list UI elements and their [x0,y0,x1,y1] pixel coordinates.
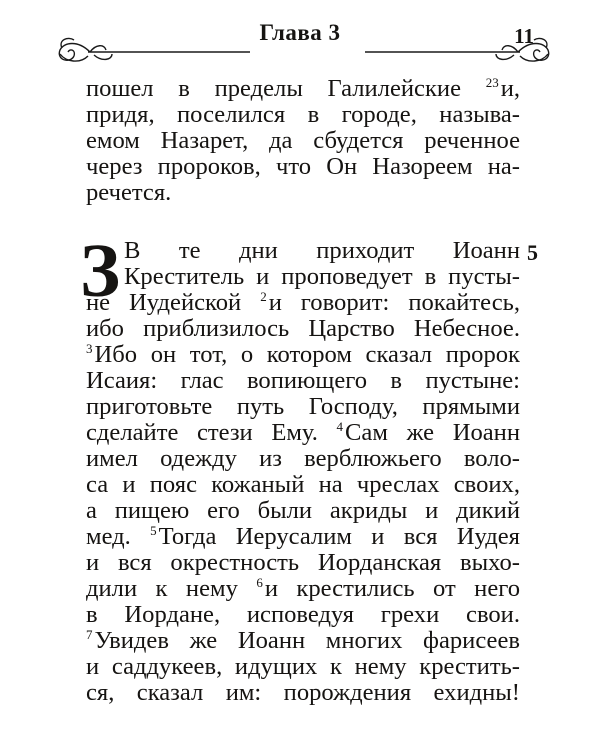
verse-number: 23 [485,75,499,90]
drop-cap: З [80,229,121,313]
verse-number: 3 [86,341,93,356]
text-line: придя, поселился в городе, называ- [86,101,520,128]
text-line: мед. $^5$Тогда Иерусалим и вся Иудея [86,523,520,550]
text-line: речется. [86,179,172,206]
verse-number: 2 [260,289,267,304]
chapter-title: Глава 3 [259,20,341,45]
text-line: и вся окрестность Иорданская выхо- [86,549,520,576]
text-line: ся, сказал им: порождения ехидны! [86,679,520,706]
margin-verse-number: 5 [527,240,538,265]
verse-number: 5 [150,523,157,538]
text-line: в Иордане, исповедуя грехи свои. [86,601,520,628]
text-line: а пищею его были акриды и дикий [86,497,520,524]
text-line: через пророков, что Он Назореем на- [86,153,520,180]
text-line: приготовьте путь Господу, прямыми [86,393,520,420]
text-line: имел одежду из верблюжьего воло- [86,445,520,472]
text-line: са и пояс кожаный на чреслах своих, [86,471,520,498]
text-line: емом Назарет, да сбудется реченное [86,127,520,154]
page-number: 11 [514,24,534,48]
text-line: сделайте стези Ему. $^4$Сам же Иоанн [86,419,520,446]
text-line: В те дни приходит Иоанн [124,237,520,264]
text-line: $^3$Ибо он тот, о котором сказал пророк [86,341,520,368]
text-line: не Иудейской $^2$и говорит: покайтесь, [86,289,520,316]
text-line: и саддукеев, идущих к нему крестить- [86,653,520,680]
text-line: дили к нему $^6$и крестились от него [86,575,521,602]
text-line: Исаия: глас вопиющего в пустыне: [86,367,520,394]
text-line: $^7$Увидев же Иоанн многих фарисеев [86,627,520,654]
text-line: ибо приблизилось Царство Небесное. [86,315,520,342]
text-line: пошел в пределы Галилейские $^{23}$и, [86,75,520,102]
verse-number: 6 [256,575,263,590]
verse-number: 4 [336,419,344,434]
verse-number: 7 [86,627,93,642]
text-line: Креститель и проповедует в пусты- [124,263,520,290]
